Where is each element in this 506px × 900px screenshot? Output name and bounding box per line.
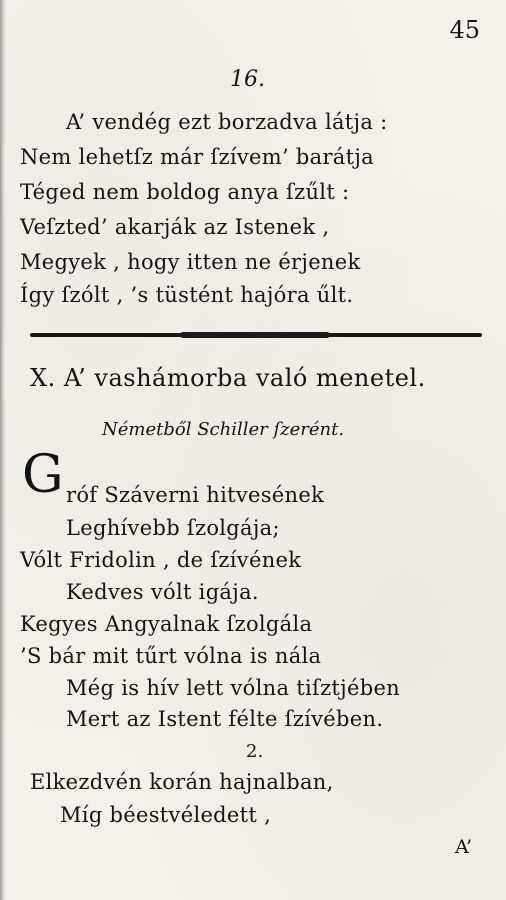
- stanza-1-line-1: A’ vendég ezt borzadva látja :: [66, 110, 388, 134]
- stanza-2-line-2: Leghívebb ſzolgája;: [66, 516, 280, 540]
- section-divider-rule: [30, 333, 482, 337]
- page-number: 45: [449, 16, 480, 44]
- poem-subtitle: Németből Schiller ſzerént.: [102, 419, 345, 440]
- page-binding-edge: [0, 0, 6, 900]
- stanza-2-line-8: Mert az Istent félte ſzívében.: [66, 707, 384, 731]
- stanza-2-line-5: Kegyes Angyalnak ſzolgála: [20, 612, 313, 636]
- stanza-2-line-6: ’S bár mit tűrt vólna is nála: [20, 644, 322, 668]
- stanza-1-line-5: Megyek , hogy itten ne érjenek: [20, 250, 361, 274]
- stanza-3-line-1: Elkezdvén korán hajnalban,: [30, 770, 334, 794]
- stanza-2-line-1: róf Száverni hitvesének: [66, 483, 325, 507]
- stanza-1-line-4: Veſzted’ akarják az Istenek ,: [20, 215, 330, 239]
- catchword: A’: [455, 836, 472, 858]
- stanza-1-line-3: Téged nem boldog anya ſzűlt :: [20, 180, 350, 204]
- stanza-1-line-6: Így ſzólt , ’s tüstént hajóra űlt.: [20, 283, 354, 307]
- stanza-1-line-2: Nem lehetſz már ſzívem’ barátja: [20, 145, 374, 169]
- section-number: 16.: [230, 67, 265, 92]
- drop-cap: G: [22, 445, 64, 505]
- poem-title: X. A’ vashámorba való menetel.: [30, 364, 426, 392]
- stanza-2-line-7: Még is hív lett vólna tiſztjében: [66, 676, 401, 700]
- stanza-2-line-3: Vólt Fridolin , de ſzívének: [20, 548, 302, 572]
- stanza-number: 2.: [246, 741, 264, 762]
- stanza-3-line-2: Míg béestvéledett ,: [60, 803, 272, 827]
- stanza-2-line-4: Kedves vólt igája.: [66, 580, 259, 604]
